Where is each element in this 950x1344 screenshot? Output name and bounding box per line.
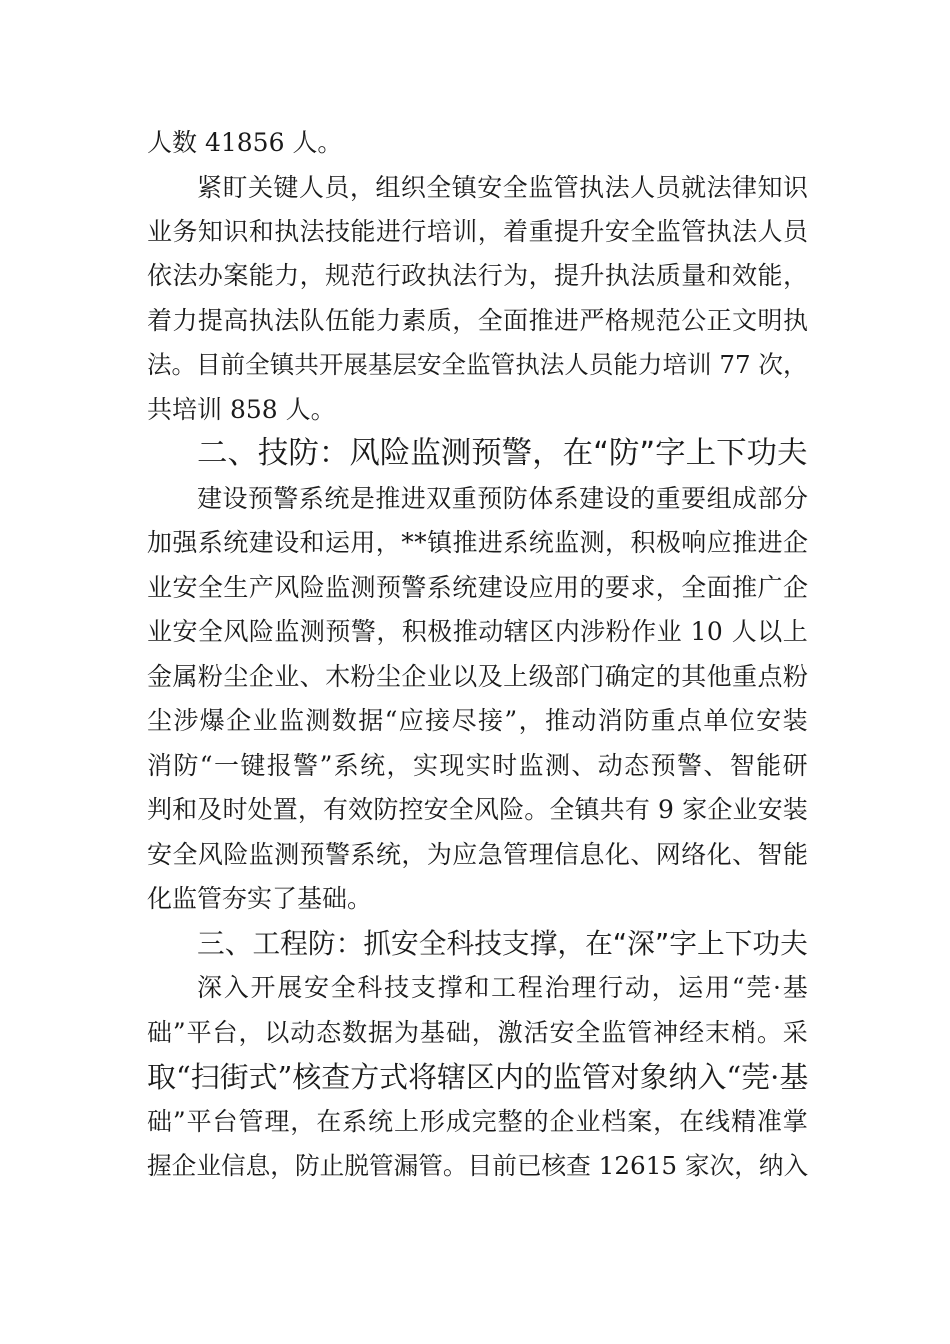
- text-line: 尘涉爆企业监测数据“应接尽接”，推动消防重点单位安装: [147, 706, 809, 735]
- section-heading: 三、工程防：抓安全科技支撑，在“深”字上下功夫: [197, 927, 808, 960]
- text-line: 人数 41856 人。: [147, 128, 343, 157]
- text-line: 础”平台管理，在系统上形成完整的企业档案，在线精准掌: [147, 1107, 809, 1136]
- text-line: 安全风险监测预警系统，为应急管理信息化、网络化、智能: [147, 840, 809, 869]
- text-line: 紧盯关键人员，组织全镇安全监管执法人员就法律知识: [197, 173, 809, 202]
- text-line: 法。目前全镇共开展基层安全监管执法人员能力培训 77 次，: [147, 350, 808, 379]
- text-line: 着力提高执法队伍能力素质，全面推进严格规范公正文明执: [147, 306, 809, 335]
- text-line: 建设预警系统是推进双重预防体系建设的重要组成部分: [197, 484, 809, 513]
- text-line: 化监管夯实了基础。: [147, 884, 373, 913]
- text-line: 础”平台，以动态数据为基础，激活安全监管神经末梢。采: [147, 1018, 809, 1047]
- text-line: 握企业信息，防止脱管漏管。目前已核查 12615 家次，纳入: [147, 1151, 809, 1180]
- text-line: 判和及时处置，有效防控安全风险。全镇共有 9 家企业安装: [147, 795, 808, 824]
- text-line: 深入开展安全科技支撑和工程治理行动，运用“莞·基: [197, 973, 810, 1002]
- section-heading: 二、技防：风险监测预警，在“防”字上下功夫: [197, 436, 808, 471]
- text-line: 依法办案能力，规范行政执法行为，提升执法质量和效能，: [147, 261, 809, 290]
- text-line: 加强系统建设和运用，**镇推进系统监测，积极响应推进企: [147, 528, 809, 557]
- text-line: 业安全生产风险监测预警系统建设应用的要求，全面推广企: [147, 573, 809, 602]
- text-line: 业务知识和执法技能进行培训，着重提升安全监管执法人员: [147, 217, 809, 246]
- text-line: 金属粉尘企业、木粉尘企业以及上级部门确定的其他重点粉: [147, 662, 809, 691]
- text-line: 消防“一键报警”系统，实现实时监测、动态预警、智能研: [147, 751, 809, 780]
- text-line: 共培训 858 人。: [147, 395, 336, 424]
- text-line: 业安全风险监测预警，积极推动辖区内涉粉作业 10 人以上: [147, 617, 809, 646]
- text-line: 取“扫街式”核查方式将辖区内的监管对象纳入“莞·基: [147, 1060, 809, 1094]
